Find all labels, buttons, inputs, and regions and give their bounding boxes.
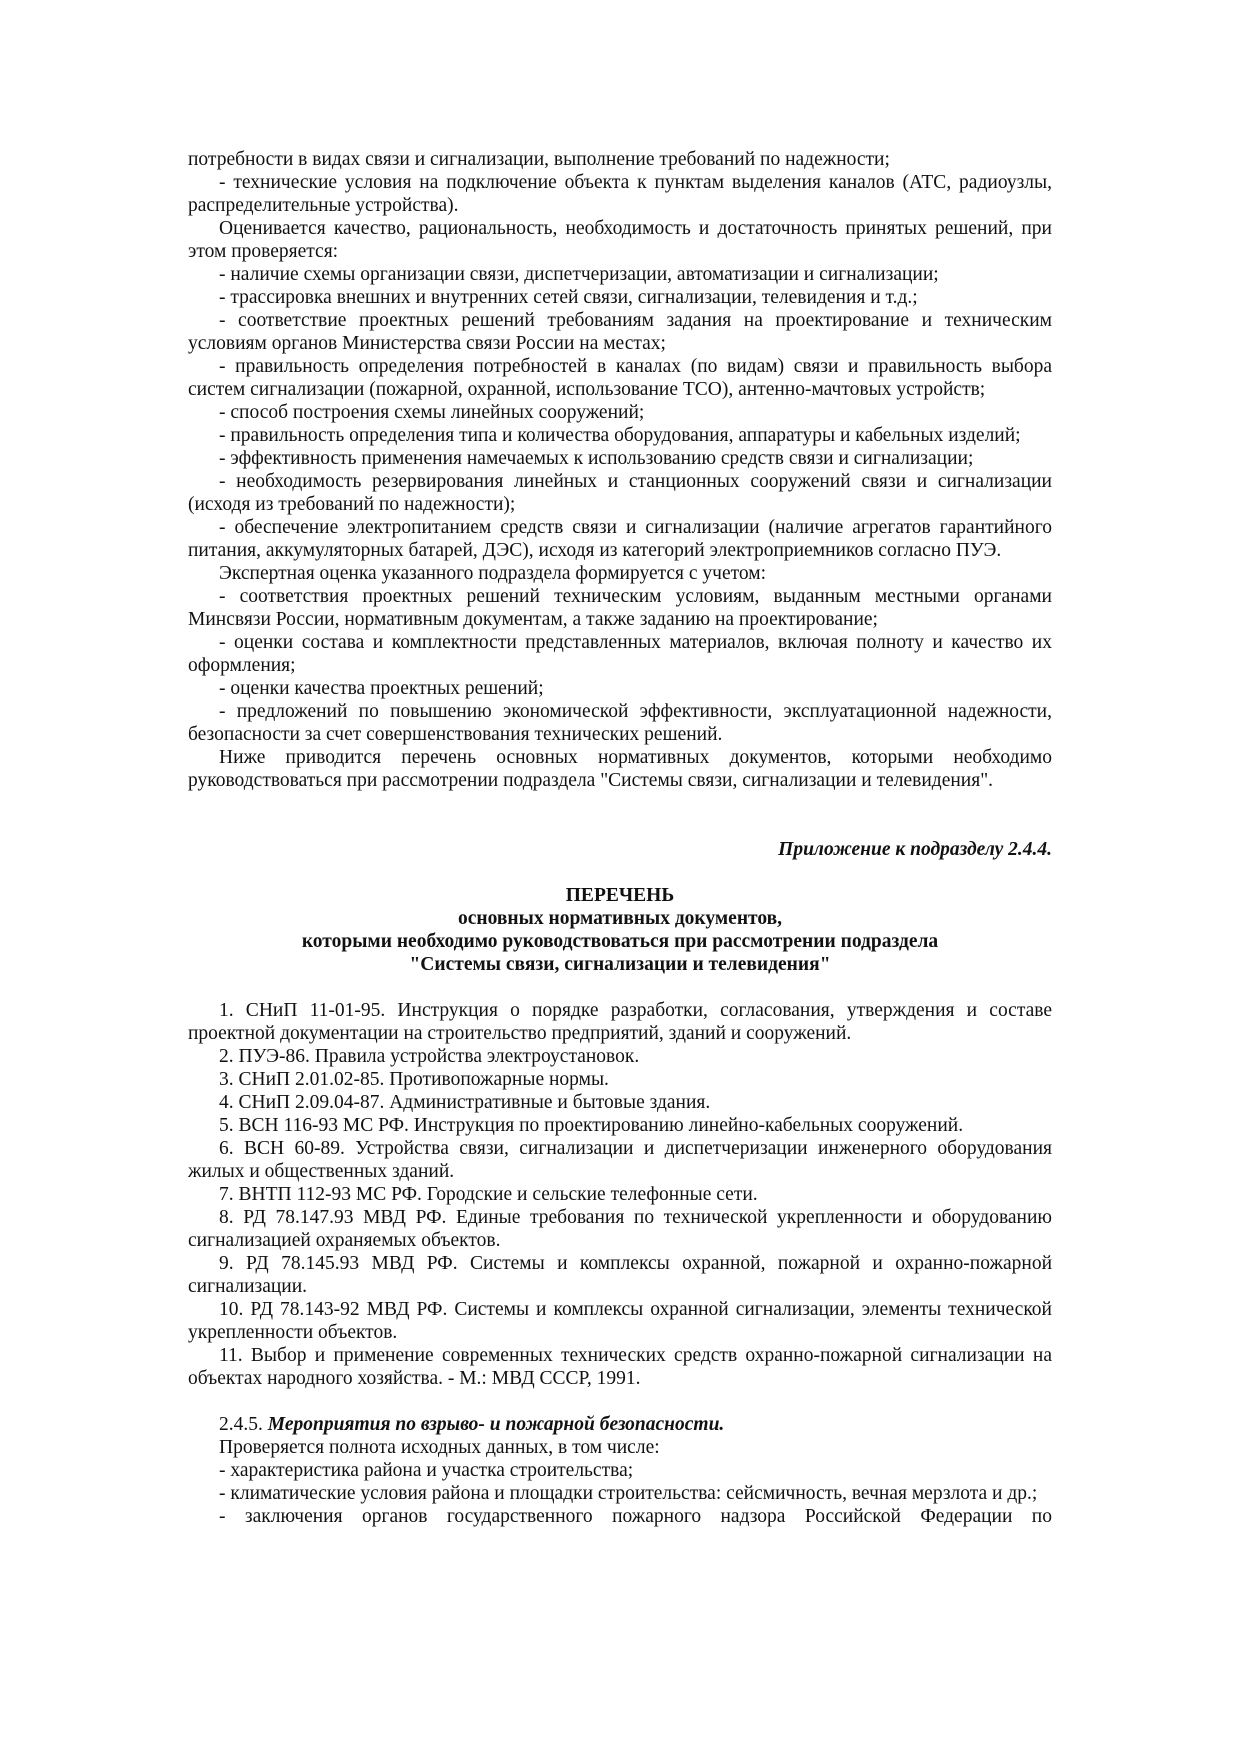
list-item: - эффективность применения намечаемых к использованию средств связи и сигнализации; bbox=[219, 448, 974, 469]
document-item: 11. Выбор и применение современных технических средств охранно-пожарной сигнализации на объектах народного хозяйства. - М.: МВД СССР, 1991. bbox=[188, 1345, 1052, 1389]
document-item: 3. СНиП 2.01.02-85. Противопожарные нормы. bbox=[219, 1069, 609, 1090]
title-line: ПЕРЕЧЕНЬ bbox=[565, 885, 675, 906]
checks-list bbox=[188, 263, 1052, 562]
paragraph-expert-assessment: Экспертная оценка указанного подраздела формируется с учетом: bbox=[219, 563, 767, 584]
list-item: - обеспечение электропитанием средств связи и сигнализации (наличие агрегатов гарантийного питания, аккумуляторных батарей, ДЭС), исходя из категорий электроприемников согласно ПУЭ. bbox=[188, 517, 1052, 561]
appendix-title bbox=[188, 884, 1052, 976]
list-item: - способ построения схемы линейных сооружений; bbox=[219, 402, 645, 423]
document-item: 10. РД 78.143-92 МВД РФ. Системы и комплексы охранной сигнализации, элементы технической укрепленности объектов. bbox=[188, 1299, 1052, 1343]
document-item: 6. ВСН 60-89. Устройства связи, сигнализации и диспетчеризации инженерного оборудования жилых и общественных зданий. bbox=[188, 1138, 1052, 1182]
criteria-list bbox=[188, 585, 1052, 746]
list-item: - климатические условия района и площадки строительства: сейсмичность, вечная мерзлота и др.; bbox=[219, 1483, 1038, 1504]
list-item: - правильность определения типа и количества оборудования, аппаратуры и кабельных изделий; bbox=[219, 425, 1021, 446]
document-page bbox=[188, 148, 1052, 1528]
section-heading bbox=[188, 1413, 1052, 1436]
appendix-label: Приложение к подразделу 2.4.4. bbox=[778, 839, 1052, 860]
paragraph-source-data: Проверяется полнота исходных данных, в том числе: bbox=[219, 1437, 660, 1458]
document-item: 2. ПУЭ-86. Правила устройства электроустановок. bbox=[219, 1046, 640, 1067]
section-title: Мероприятия по взрыво- и пожарной безопасности. bbox=[267, 1414, 725, 1435]
paragraph-continuation: потребности в видах связи и сигнализации, выполнение требований по надежности; bbox=[188, 149, 890, 170]
section-number: 2.4.5. bbox=[219, 1414, 263, 1435]
list-item: - оценки состава и комплектности представленных материалов, включая полноту и качество их оформления; bbox=[188, 632, 1052, 676]
list-item: - предложений по повышению экономической эффективности, эксплуатационной надежности, безопасности за счет совершенствования технических решений. bbox=[188, 701, 1052, 745]
list-item: - соответствия проектных решений техническим условиям, выданным местными органами Минсвязи России, нормативным документам, а также заданию на проектирование; bbox=[188, 586, 1052, 630]
document-item: 1. СНиП 11-01-95. Инструкция о порядке разработки, согласования, утверждения и составе проектной документации на строительство предприятий, зданий и сооружений. bbox=[188, 1000, 1052, 1044]
paragraph-technical-conditions: - технические условия на подключение объекта к пунктам выделения каналов (АТС, радиоузлы, распределительные устройства). bbox=[188, 172, 1052, 216]
document-item: 8. РД 78.147.93 МВД РФ. Единые требования по технической укрепленности и оборудованию сигнализацией охраняемых объектов. bbox=[188, 1207, 1052, 1251]
title-line: основных нормативных документов, bbox=[457, 908, 783, 929]
paragraph-list-intro: Ниже приводится перечень основных нормативных документов, которыми необходимо руководствоваться при рассмотрении подраздела "Системы связи, сигнализации и телевидения". bbox=[188, 747, 1052, 791]
documents-list bbox=[188, 999, 1052, 1390]
document-item: 9. РД 78.145.93 МВД РФ. Системы и комплексы охранной, пожарной и охранно-пожарной сигнализации. bbox=[188, 1253, 1052, 1297]
title-line: которыми необходимо руководствоваться при рассмотрении подраздела bbox=[301, 931, 939, 952]
list-item: - заключения органов государственного пожарного надзора Российской Федерации по bbox=[219, 1506, 1052, 1527]
list-item: - наличие схемы организации связи, диспетчеризации, автоматизации и сигнализации; bbox=[219, 264, 939, 285]
list-item: - трассировка внешних и внутренних сетей связи, сигнализации, телевидения и т.д.; bbox=[219, 287, 918, 308]
list-item: - оценки качества проектных решений; bbox=[219, 678, 544, 699]
list-item: - правильность определения потребностей в каналах (по видам) связи и правильность выбора систем сигнализации (пожарной, охранной, использование ТСО), антенно-мачтовых устройств; bbox=[188, 356, 1052, 400]
paragraph-evaluation-intro: Оценивается качество, рациональность, необходимость и достаточность принятых решений, при этом проверяется: bbox=[188, 218, 1052, 262]
list-item: - характеристика района и участка строительства; bbox=[219, 1460, 634, 1481]
document-item: 5. ВСН 116-93 МС РФ. Инструкция по проектированию линейно-кабельных сооружений. bbox=[219, 1115, 964, 1136]
title-line: "Системы связи, сигнализации и телевидения" bbox=[409, 954, 831, 975]
document-item: 7. ВНТП 112-93 МС РФ. Городские и сельские телефонные сети. bbox=[219, 1184, 758, 1205]
list-item: - необходимость резервирования линейных и станционных сооружений связи и сигнализации (исходя из требований по надежности); bbox=[188, 471, 1052, 515]
document-item: 4. СНиП 2.09.04-87. Административные и бытовые здания. bbox=[219, 1092, 711, 1113]
list-item: - соответствие проектных решений требованиям задания на проектирование и техническим условиям органов Министерства связи России на местах; bbox=[188, 310, 1052, 354]
